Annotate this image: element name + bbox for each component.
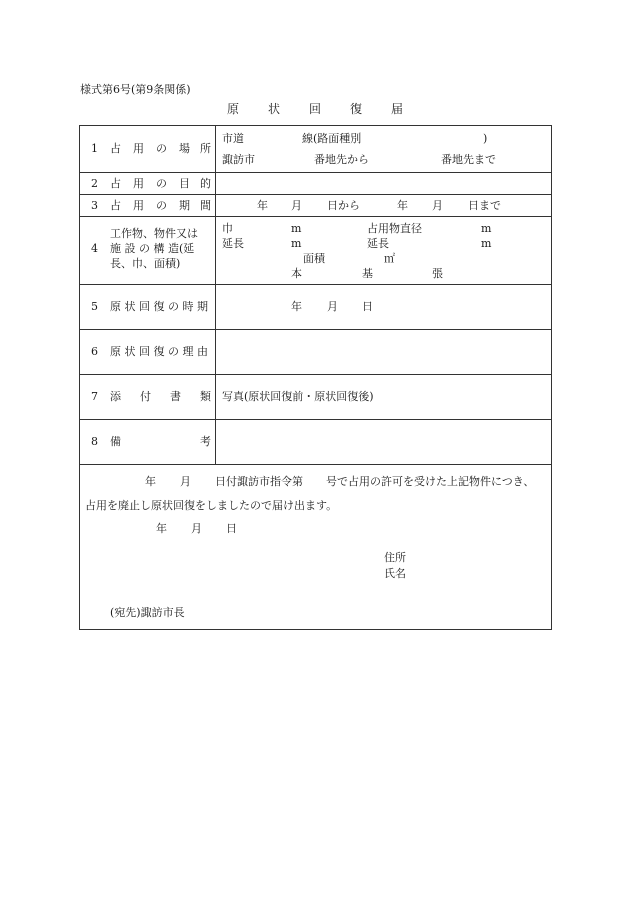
- row-number: 1: [91, 142, 98, 155]
- label-char: 的: [200, 177, 211, 190]
- column-divider: [215, 126, 216, 464]
- row-divider: [80, 464, 551, 465]
- row-number: 2: [91, 177, 98, 190]
- end-day: 日まで: [468, 199, 501, 212]
- row-divider: [80, 216, 551, 217]
- label-char: 場: [179, 142, 190, 155]
- address-to: 番地先まで: [441, 153, 496, 166]
- attachment-description: 写真(原状回復前・原状回復後): [222, 390, 374, 403]
- unit-meter: m: [481, 237, 492, 250]
- count-cho: 張: [432, 267, 443, 280]
- length-label: 延長: [367, 237, 389, 250]
- label-char: 用: [133, 199, 144, 212]
- width-label: 巾: [222, 222, 233, 235]
- row-divider: [80, 284, 551, 285]
- row-divider: [80, 374, 551, 375]
- start-day: 日から: [327, 199, 360, 212]
- row-number: 6: [91, 345, 98, 358]
- label-char: 備: [110, 435, 121, 448]
- row-number: 7: [91, 390, 98, 403]
- label-char: 書: [170, 390, 181, 403]
- unit-meter: m: [481, 222, 492, 235]
- label-line: 長、巾、面積): [110, 257, 181, 270]
- statement-part2: 号で占用の許可を受けた上記物件につき、: [326, 475, 535, 488]
- label-line: 施 設 の 構 造(延: [110, 242, 195, 255]
- label-char: 目: [179, 177, 190, 190]
- label-char: の: [156, 142, 167, 155]
- statement-line2: 占用を廃止し原状回復をしましたので届け出ます。: [85, 499, 338, 512]
- label-line: 工作物、物件又は: [110, 227, 198, 240]
- area-label: 面積: [303, 252, 325, 265]
- label-char: 考: [200, 435, 211, 448]
- unit-square-meter: ㎡: [384, 252, 395, 265]
- row-divider: [80, 329, 551, 330]
- label-char: 添: [110, 390, 121, 403]
- city-name: 諏訪市: [222, 153, 255, 166]
- row-divider: [80, 419, 551, 420]
- unit-meter: m: [291, 222, 302, 235]
- end-year: 年: [397, 199, 408, 212]
- title-char: 原: [227, 102, 240, 116]
- unit-meter: m: [291, 237, 302, 250]
- row-number: 5: [91, 300, 98, 313]
- statement-part1: 日付諏訪市指令第: [215, 475, 303, 488]
- label-char: 付: [140, 390, 151, 403]
- address-label: 住所: [384, 551, 406, 564]
- form-number-label: 様式第6号(第9条関係): [80, 83, 191, 96]
- row-number: 3: [91, 199, 98, 212]
- length-label: 延長: [222, 237, 244, 250]
- start-month: 月: [291, 199, 302, 212]
- row-number: 4: [91, 242, 98, 255]
- form-table: [79, 125, 552, 630]
- permit-year: 年: [145, 475, 156, 488]
- label-char: 類: [200, 390, 211, 403]
- submission-day: 日: [226, 522, 237, 535]
- restore-day: 日: [362, 300, 373, 313]
- label-char: 用: [133, 177, 144, 190]
- label-char: 間: [200, 199, 211, 212]
- count-ki: 基: [362, 267, 373, 280]
- addressee: (宛先)諏訪市長: [110, 606, 185, 619]
- row-label: 原 状 回 復 の 理 由: [110, 345, 208, 358]
- permit-month: 月: [180, 475, 191, 488]
- name-label: 氏名: [384, 567, 406, 580]
- restore-month: 月: [327, 300, 338, 313]
- address-from: 番地先から: [314, 153, 369, 166]
- city-road-label: 市道: [222, 132, 244, 145]
- label-char: 占: [110, 177, 121, 190]
- row-divider: [80, 172, 551, 173]
- row-number: 8: [91, 435, 98, 448]
- label-char: 期: [179, 199, 190, 212]
- count-hon: 本: [291, 267, 302, 280]
- submission-year: 年: [156, 522, 167, 535]
- label-char: 占: [110, 199, 121, 212]
- label-char: の: [156, 177, 167, 190]
- row-label: 原 状 回 復 の 時 期: [110, 300, 208, 313]
- title-char: 復: [350, 102, 363, 116]
- label-char: 占: [110, 142, 121, 155]
- label-char: の: [156, 199, 167, 212]
- road-surface-label: 線(路面種別: [302, 132, 362, 145]
- submission-month: 月: [191, 522, 202, 535]
- label-char: 用: [133, 142, 144, 155]
- close-paren: ): [483, 132, 488, 145]
- row-divider: [80, 194, 551, 195]
- title-char: 状: [268, 102, 281, 116]
- start-year: 年: [257, 199, 268, 212]
- title-char: 回: [309, 102, 322, 116]
- pipe-diameter-label: 占用物直径: [367, 222, 422, 235]
- title-char: 届: [391, 102, 404, 116]
- restore-year: 年: [291, 300, 302, 313]
- end-month: 月: [432, 199, 443, 212]
- label-char: 所: [200, 142, 211, 155]
